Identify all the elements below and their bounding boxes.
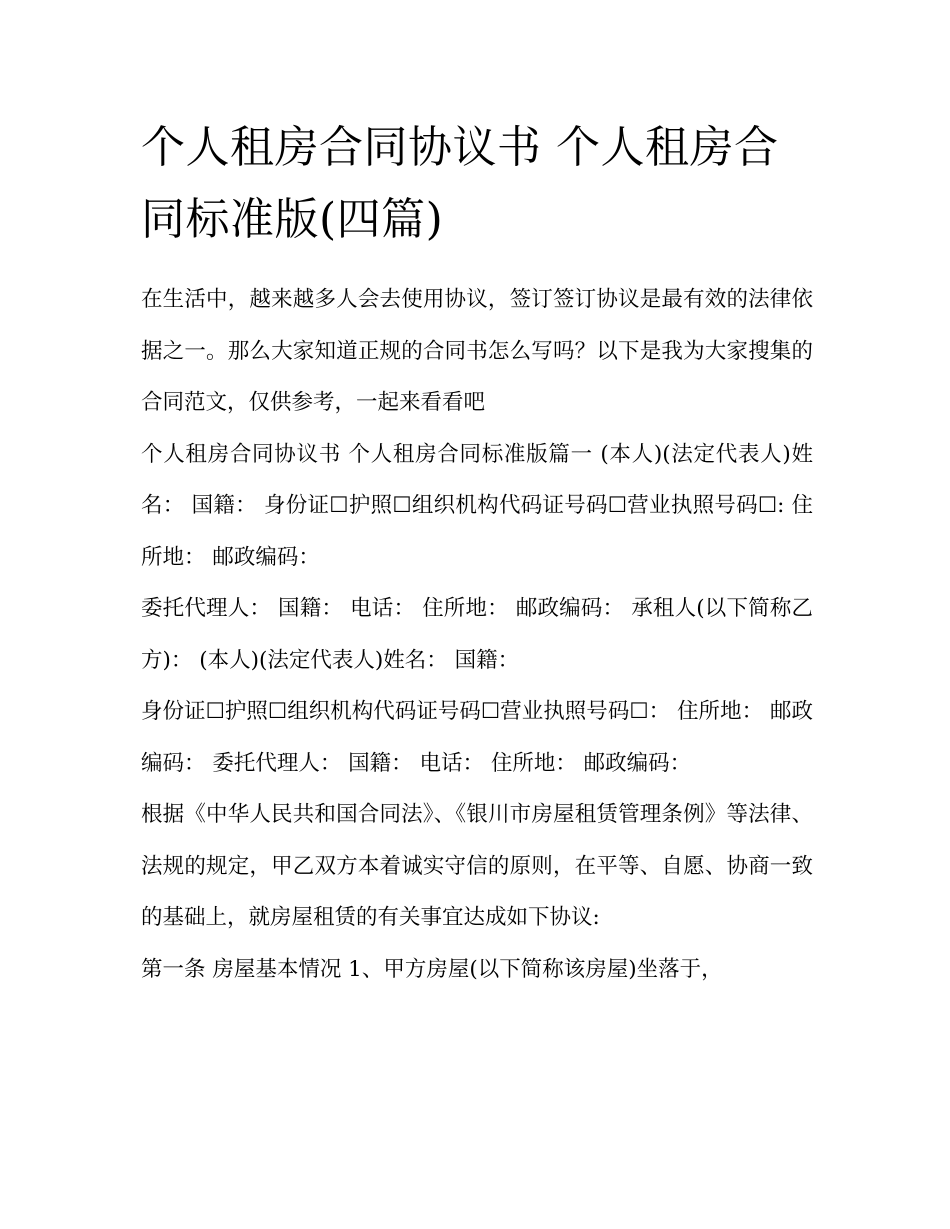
intro-paragraph: 在生活中，越来越多人会去使用协议，签订签订协议是最有效的法律依据之一。那么大家知道正规的合同书怎么写吗？以下是我为大家搜集的合同范文，仅供参考，一起来看看吧 [141, 287, 813, 415]
legal-basis-paragraph: 根据《中华人民共和国合同法》、《银川市房屋租赁管理条例》等法律、法规的规定，甲乙双方本着诚实守信的原则，在平等、自愿、协商一致的基础上，就房屋租赁的有关事宜达成如下协议: [141, 802, 813, 930]
document-title: 个人租房合同协议书 个人租房合同标准版(四篇) [141, 122, 779, 245]
lessor-info-paragraph: 个人租房合同协议书 个人租房合同标准版篇一 (本人)(法定代表人)姓名： 国籍： 身份证☐护照☐组织机构代码证号码☐营业执照号码☐: 住所地： 邮政编码： [141, 441, 813, 570]
lessee-id-paragraph: 身份证☐护照☐组织机构代码证号码☐营业执照号码☐： 住所地： 邮政编码： 委托代理人： 国籍： 电话： 住所地： 邮政编码： [141, 699, 813, 776]
document-body [141, 112, 813, 995]
article-one-paragraph: 第一条 房屋基本情况 1、甲方房屋(以下简称该房屋)坐落于， [141, 956, 723, 982]
agent-lessee-paragraph: 委托代理人： 国籍： 电话： 住所地： 邮政编码： 承租人(以下简称乙方)： (本人)(法定代表人)姓名： 国籍： [141, 596, 813, 673]
